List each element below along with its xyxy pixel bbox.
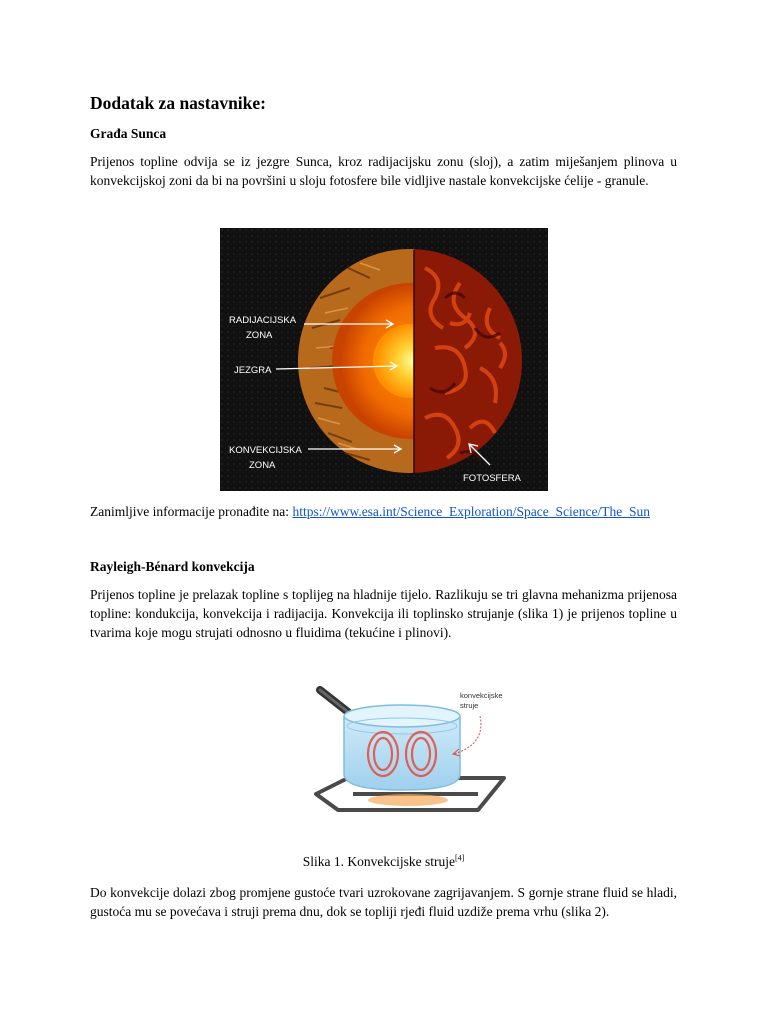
figure-caption — [90, 854, 677, 870]
label-photosphere: FOTOSFERA — [463, 473, 521, 484]
label-convection-currents-1: konvekcijske — [460, 691, 503, 700]
section-heading-rayleigh-benard: Rayleigh-Bénard konvekcija — [90, 559, 255, 574]
info-prefix: Zanimljive informacije pronađite na: — [90, 504, 293, 519]
label-convection-zone-2: ZONA — [249, 460, 276, 471]
paragraph-convection-cause: Do konvekcije dolazi zbog promjene gustoće tvari uzrokovane zagrijavanjem. S gornje strane fluid se hladi, gustoća mu se povećava i struji prema dnu, dok se topliji rjeđi fluid uzdiže prema vrhu (slika 2). — [90, 885, 677, 919]
section-heading-sun: Građa Sunca — [90, 126, 167, 141]
paragraph-heat-transfer: Prijenos topline je prelazak topline s toplijeg na hladnije tijelo. Razlikuju se tri glavna mehanizma prijenosa topline: kondukcija, konvekcija i radijacija. Konvekcija ili toplinsko strujanje (slika 1) je prijenos topline u tvarima koje mogu strujati odnosno u fluidima (tekućine i plinovi). — [90, 587, 677, 640]
sun-structure-figure — [220, 228, 548, 491]
label-convection-zone-1: KONVEKCIJSKA — [229, 445, 302, 456]
paragraph-sun-structure: Prijenos topline odvija se iz jezgre Sunca, kroz radijacijsku zonu (sloj), a zatim miješanjem plinova u konvekcijskoj zoni da bi na površini u sloju fotosfere bile vidljive nastale konvekcijske ćelije - granule. — [90, 154, 677, 188]
caption-reference[interactable]: [4] — [454, 853, 465, 863]
caption-text: Slika 1. Konvekcijske struje — [302, 854, 455, 869]
label-radiation-zone-2: ZONA — [246, 330, 273, 341]
label-convection-currents-2: struje — [460, 701, 479, 710]
label-radiation-zone-1: RADIJACIJSKA — [229, 315, 297, 326]
page-title: Dodatak za nastavnike: — [90, 93, 266, 113]
label-core: JEZGRA — [234, 365, 272, 376]
convection-pot-figure — [308, 682, 523, 842]
esa-sun-link[interactable]: https://www.esa.int/Science_Exploration/Space_Science/The_Sun — [292, 504, 650, 519]
info-line — [90, 502, 677, 521]
